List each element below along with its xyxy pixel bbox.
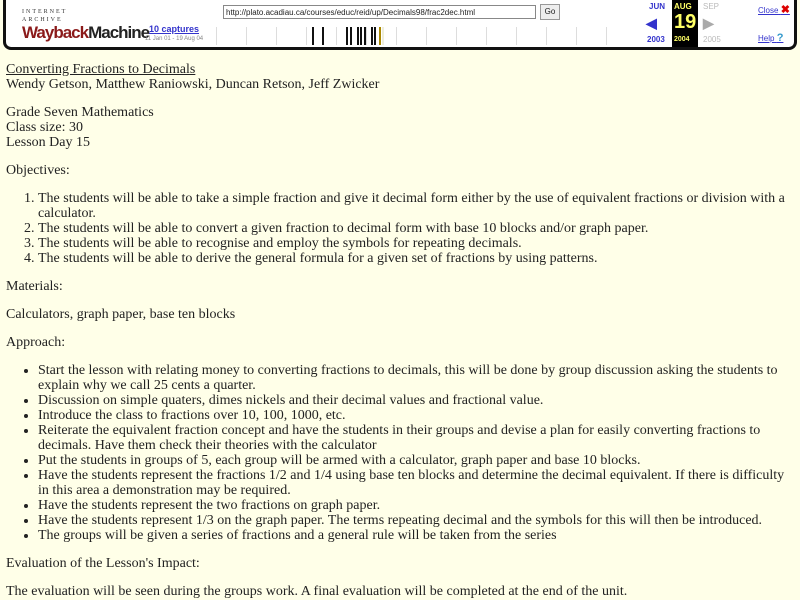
capture-bar[interactable] (360, 27, 362, 45)
page-content (6, 62, 796, 599)
wayback-toolbar (3, 0, 797, 50)
capture-bar[interactable] (322, 27, 324, 45)
timeline-year-divider (336, 27, 337, 45)
approach-item: • Reiterate the equivalent fraction concept and have the students in their groups and devise a plan for easily converting fractions to decimals. Have them check their theories with the calculator (38, 423, 796, 453)
logo-wayback: Wayback (22, 23, 89, 42)
grade: Grade Seven Mathematics (6, 105, 154, 120)
objectives-heading: Objectives: (6, 163, 70, 178)
help-link[interactable]: Help (758, 34, 775, 43)
capture-bar[interactable] (312, 27, 314, 45)
capture-bar[interactable] (364, 27, 366, 45)
current-date (672, 0, 698, 47)
wayback-logo[interactable] (22, 8, 150, 42)
materials: Calculators, graph paper, base ten blocks (6, 307, 236, 322)
timeline-year-divider (276, 27, 277, 45)
approach-item: • Discussion on simple quaters, dimes nickels and their decimal values and fractional value. (38, 393, 796, 408)
objective-item: 2. The students will be able to convert a given fraction to decimal form with base 10 blocks and/or graph paper. (38, 221, 796, 236)
objective-item: 3. The students will be able to recognise and employ the symbols for repeating decimals. (38, 236, 796, 251)
capture-bar[interactable] (371, 27, 373, 45)
timeline-year-divider (606, 27, 607, 45)
approach-item: • Have the students represent the two fractions on graph paper. (38, 498, 796, 513)
capture-bar[interactable] (357, 27, 359, 45)
prev-year[interactable]: 2003 (647, 35, 665, 44)
close-icon[interactable]: ✖ (780, 4, 790, 16)
approach-item: • Start the lesson with relating money to converting fractions to decimals, this will be done by group discussion asking the students to explain why we call 25 cents a quarter. (38, 363, 796, 393)
captures-link[interactable]: 10 captures (148, 24, 200, 34)
logo-top-text: INTERNET ARCHIVE (22, 9, 68, 23)
approach-item: • Have the students represent the fractions 1/2 and 1/4 using base ten blocks and determine the decimal equivalent. If there is difficulty in this area a demonstration may be required. (38, 468, 796, 498)
approach-item: • The groups will be given a series of fractions and a general rule will be taken from the series (38, 528, 796, 543)
objectives-list (6, 191, 796, 266)
logo-machine: Machine (88, 23, 150, 42)
timeline-year-divider (576, 27, 577, 45)
timeline-year-divider (486, 27, 487, 45)
help-icon[interactable]: ? (776, 32, 784, 44)
go-button[interactable]: Go (540, 4, 560, 20)
approach-heading: Approach: (6, 335, 66, 350)
approach-item: • Introduce the class to fractions over 10, 100, 1000, etc. (38, 408, 796, 423)
current-year: 2004 (674, 36, 690, 43)
evaluation-heading: Evaluation of the Lesson's Impact: (6, 556, 200, 571)
class-size: Class size: 30 (6, 120, 83, 135)
next-month: SEP (703, 2, 720, 11)
current-month: AUG (674, 2, 692, 11)
capture-bar[interactable] (379, 27, 381, 45)
current-day: 19 (674, 11, 697, 33)
capture-range: 11 Jan 01 - 19 Aug 04 (144, 36, 204, 42)
timeline-year-divider (456, 27, 457, 45)
capture-timeline[interactable] (216, 25, 636, 47)
prev-month[interactable]: JUN (649, 2, 666, 11)
timeline-year-divider (546, 27, 547, 45)
timeline-year-divider (426, 27, 427, 45)
timeline-year-divider (366, 27, 367, 45)
objective-item: 1. The students will be able to take a simple fraction and give it decimal form either by the use of equivalent fractions or division with a calculator. (38, 191, 796, 221)
prev-arrow-icon[interactable]: ◀ (646, 15, 657, 31)
timeline-year-divider (306, 27, 307, 45)
timeline-year-divider (216, 27, 217, 45)
timeline-year-divider (516, 27, 517, 45)
lesson-day: Lesson Day 15 (6, 135, 90, 150)
capture-bar[interactable] (382, 27, 384, 45)
approach-item: • Have the students represent 1/3 on the graph paper. The terms repeating decimal and the symbols for this will then be introduced. (38, 513, 796, 528)
timeline-year-divider (246, 27, 247, 45)
close-link[interactable]: Close (758, 6, 779, 15)
timeline-year-divider (396, 27, 397, 45)
materials-heading: Materials: (6, 279, 63, 294)
approach-item: • Put the students in groups of 5, each group will be armed with a calculator, graph paper and base 10 blocks. (38, 453, 796, 468)
approach-list (6, 363, 796, 543)
next-arrow-icon: ▶ (703, 15, 714, 31)
url-input[interactable] (223, 5, 536, 19)
capture-bar[interactable] (346, 27, 348, 45)
capture-bar[interactable] (350, 27, 352, 45)
capture-bar[interactable] (374, 27, 376, 45)
objective-item: 4. The students will be able to derive the general formula for a given set of fractions by using patterns. (38, 251, 796, 266)
next-year: 2005 (703, 35, 721, 44)
page-title: Converting Fractions to Decimals (6, 62, 196, 77)
evaluation-text: The evaluation will be seen during the groups work. A final evaluation will be completed at the end of the unit. (6, 584, 628, 599)
authors: Wendy Getson, Matthew Raniowski, Duncan Retson, Jeff Zwicker (6, 77, 380, 92)
